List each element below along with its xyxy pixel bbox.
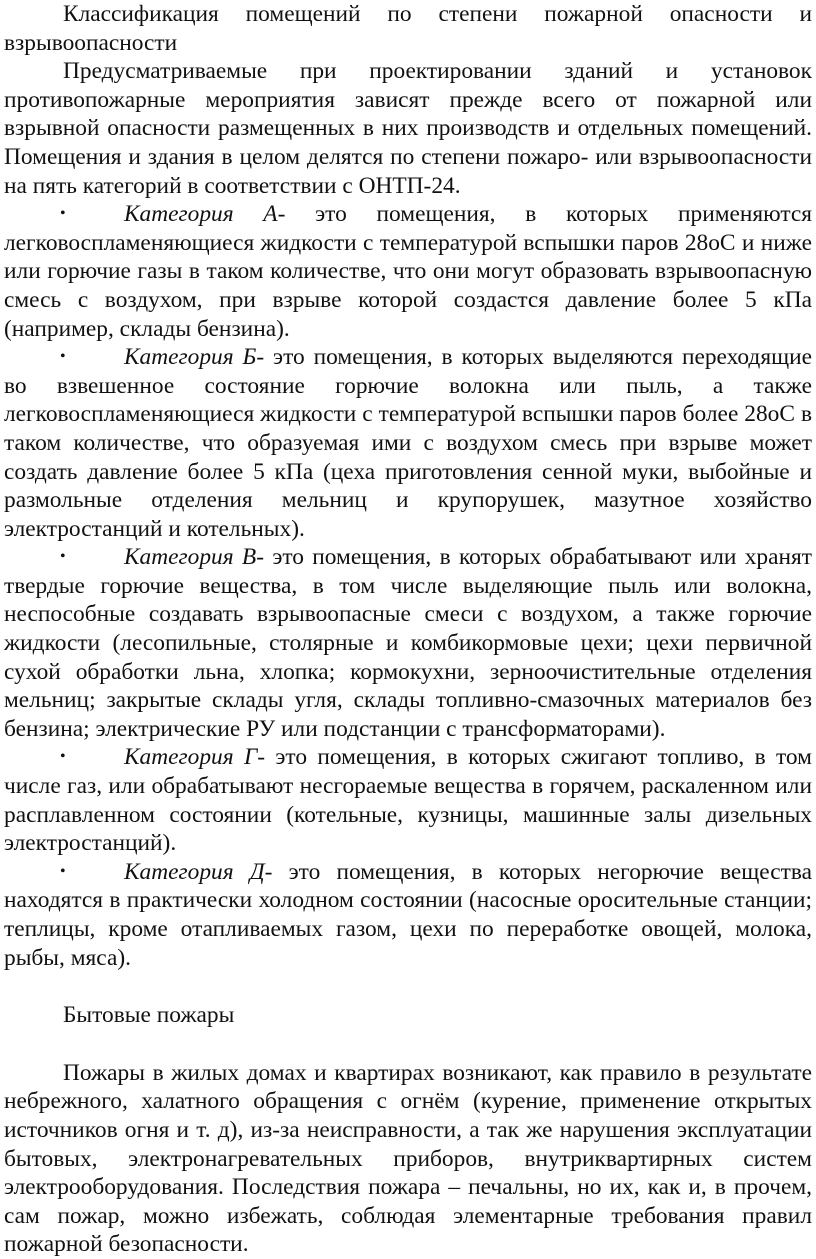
- category-g-name: Категория Г: [124, 744, 258, 771]
- category-d-name: Категория Д: [124, 858, 265, 885]
- intro-paragraph: Предусматриваемые при проектировании зданий и установок противопожарные мероприятия зависят прежде всего от пожарной или взрывной опасности размещенных в них производств и отдельных помещений. Помещения и здания в целом делятся по степени пожаро- или взрывоопасности на пять категорий в соответствии с ОНТП-24.: [4, 58, 812, 199]
- bullet-icon: •: [60, 748, 66, 766]
- spacer: [4, 972, 812, 1001]
- category-b-name: Категория Б: [124, 344, 257, 371]
- bullet-icon: •: [60, 862, 66, 880]
- category-v-name: Категория В: [124, 544, 257, 571]
- category-a-name: Категория А: [124, 201, 278, 228]
- household-fires-paragraph: Пожары в жилых домах и квартирах возникают, как правило в результате небрежного, халатного обращения с огнём (курение, применение открытых источников огня и т. д), из-за неисправности, а так же нарушения эксплуатации бытовых, электронагревательных приборов, внутриквартирных систем электрооборудования. Последствия пожара – печальны, но их, как и, в прочем, сам пожар, можно избежать, соблюдая элементарные требования правил пожарной безопасности.: [4, 1059, 812, 1258]
- category-a-item: [4, 200, 812, 343]
- category-d-item: [4, 858, 812, 972]
- spacer: [4, 1030, 812, 1059]
- category-v-item: [4, 543, 812, 743]
- bullet-icon: •: [60, 548, 66, 566]
- bullet-icon: •: [60, 205, 66, 223]
- category-g-text: - это помещения, в которых сжигают топливо, в том числе газ, или обрабатывают несгораемые вещества в горячем, раскаленном или расплавленном состоянии (котельные, кузницы, машинные залы дизельных электростанций).: [4, 744, 812, 857]
- category-d-text: - это помещения, в которых негорючие вещества находятся в практически холодном состоянии (насосные оросительные станции; теплицы, кроме отапливаемых газом, цехи по переработке овощей, молока, рыбы, мяса).: [4, 858, 812, 971]
- category-b-text: - это помещения, в которых выделяются переходящие во взвешенное состояние горючие волокна или пыль, а также легковоспламеняющиеся жидкости с температурой вспышки паров более 28оС в таком количестве, что образуемая ими с воздухом смесь при взрыве может создать давление более 5 кПа (цеха приготовления сенной муки, выбойные и размольные отделения мельниц и крупорушек, мазутное хозяйство электростанций и котельных).: [4, 344, 813, 542]
- bullet-icon: •: [60, 348, 66, 366]
- category-b-item: [4, 343, 812, 543]
- section-title-household-fires: Бытовые пожары: [63, 1002, 235, 1029]
- category-g-item: [4, 743, 812, 857]
- category-a-text: - это помещения, в которых применяются легковоспламеняющиеся жидкости с температурой вспышки паров 28оС и ниже или горючие газы в таком количестве, что они могут образовать взрывоопасную смесь с воздухом, при взрыве которой создастся давление более 5 кПа (например, склады бензина).: [4, 201, 812, 342]
- category-v-text: - это помещения, в которых обрабатывают или хранят твердые горючие вещества, в том числе выделяющие пыль или волокна, неспособные создавать взрывоопасные смеси с воздухом, а также горючие жидкости (лесопильные, столярные и комбикормовые цехи; цехи первичной сухой обработки льна, хлопка; кормокухни, зерноочистительные отделения мельниц; закрытые склады угля, склады топливно-смазочных материалов без бензина; электрические РУ или подстанции с трансформаторами).: [4, 544, 812, 742]
- section-title-classification: Классификация помещений по степени пожарной опасности и взрывоопасности: [4, 1, 812, 56]
